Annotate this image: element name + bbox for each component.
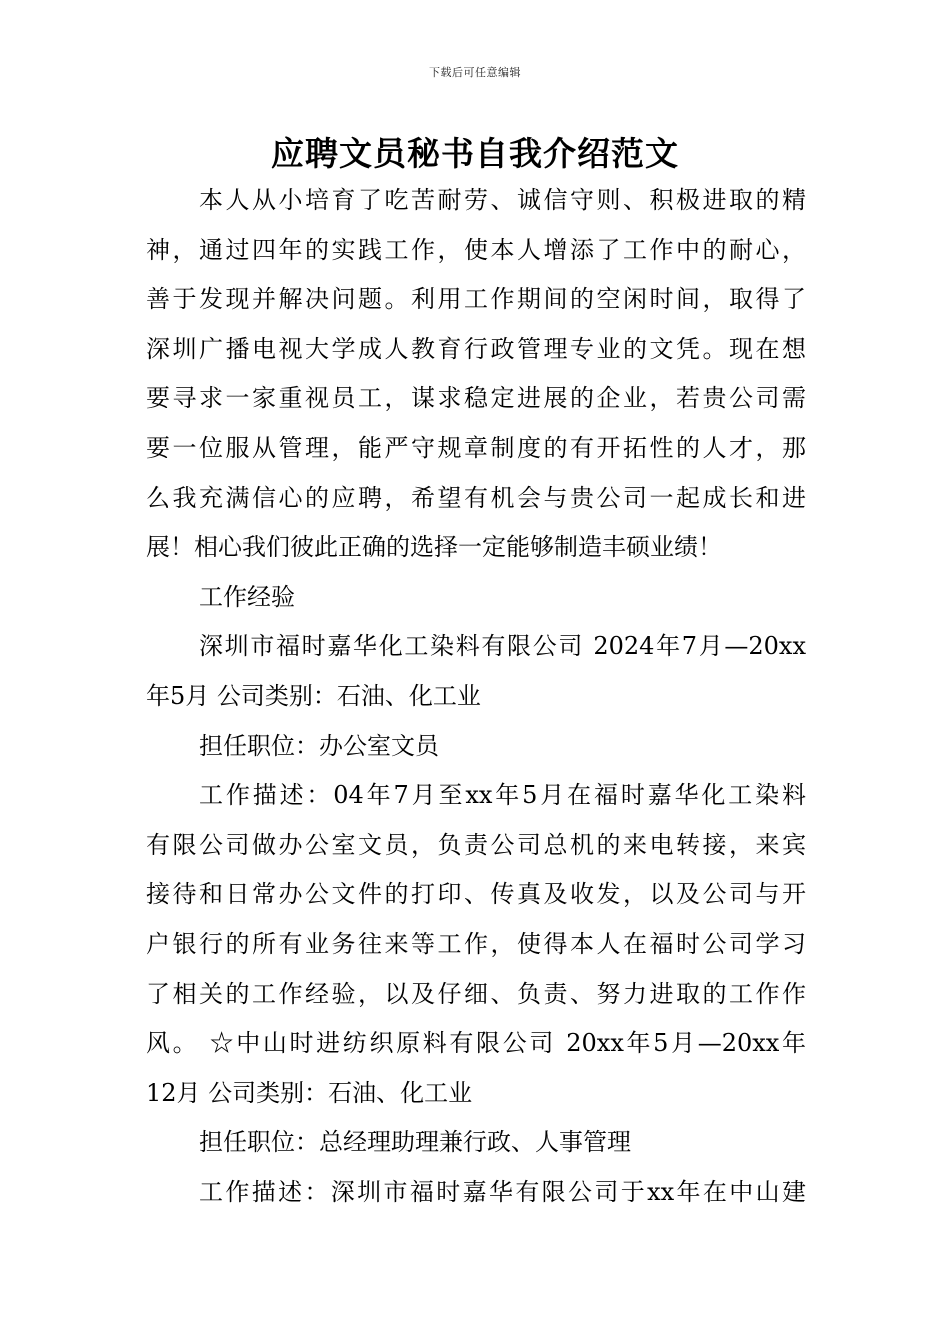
- text-line: 风。 ☆中山时进纺织原料有限公司 20xx年5月—20xx年: [146, 1029, 806, 1058]
- page-title: 应聘文员秘书自我介绍范文: [271, 134, 679, 173]
- text-line: 有限公司做办公室文员，负责公司总机的来电转接，来宾: [146, 830, 806, 859]
- text-line: 展！相心我们彼此正确的选择一定能够制造丰硕业绩！: [146, 533, 722, 562]
- text-line: 工作经验: [199, 582, 295, 611]
- text-line: 要寻求一家重视员工，谋求稳定进展的企业，若贵公司需: [146, 384, 806, 413]
- header-note: 下载后可任意编辑: [429, 66, 521, 79]
- text-line: 担任职位：办公室文员: [199, 731, 439, 760]
- text-line: 工作描述：深圳市福时嘉华有限公司于xx年在中山建: [199, 1177, 806, 1206]
- text-line: 深圳市福时嘉华化工染料有限公司 2024年7月—20xx: [199, 632, 806, 661]
- text-line: 年5月 公司类别：石油、化工业: [146, 681, 481, 710]
- text-line: 担任职位：总经理助理兼行政、人事管理: [199, 1128, 631, 1157]
- text-line: 接待和日常办公文件的打印、传真及收发，以及公司与开: [146, 880, 806, 909]
- text-line: 了相关的工作经验，以及仔细、负责、努力进取的工作作: [146, 979, 806, 1008]
- text-line: 深圳广播电视大学成人教育行政管理专业的文凭。现在想: [146, 334, 806, 363]
- text-line: 神，通过四年的实践工作，使本人增添了工作中的耐心，: [146, 235, 806, 264]
- text-line: 善于发现并解决问题。利用工作期间的空闲时间，取得了: [146, 285, 806, 314]
- text-line: 工作描述：04年7月至xx年5月在福时嘉华化工染料: [199, 781, 806, 810]
- body-text: [146, 176, 806, 1217]
- text-line: 么我充满信心的应聘，希望有机会与贵公司一起成长和进: [146, 483, 806, 512]
- text-line: 12月 公司类别：石油、化工业: [146, 1078, 473, 1107]
- text-line: 户银行的所有业务往来等工作，使得本人在福时公司学习: [146, 929, 806, 958]
- text-line: 本人从小培育了吃苦耐劳、诚信守则、积极进取的精: [199, 186, 806, 214]
- text-line: 要一位服从管理，能严守规章制度的有开拓性的人才，那: [146, 433, 806, 462]
